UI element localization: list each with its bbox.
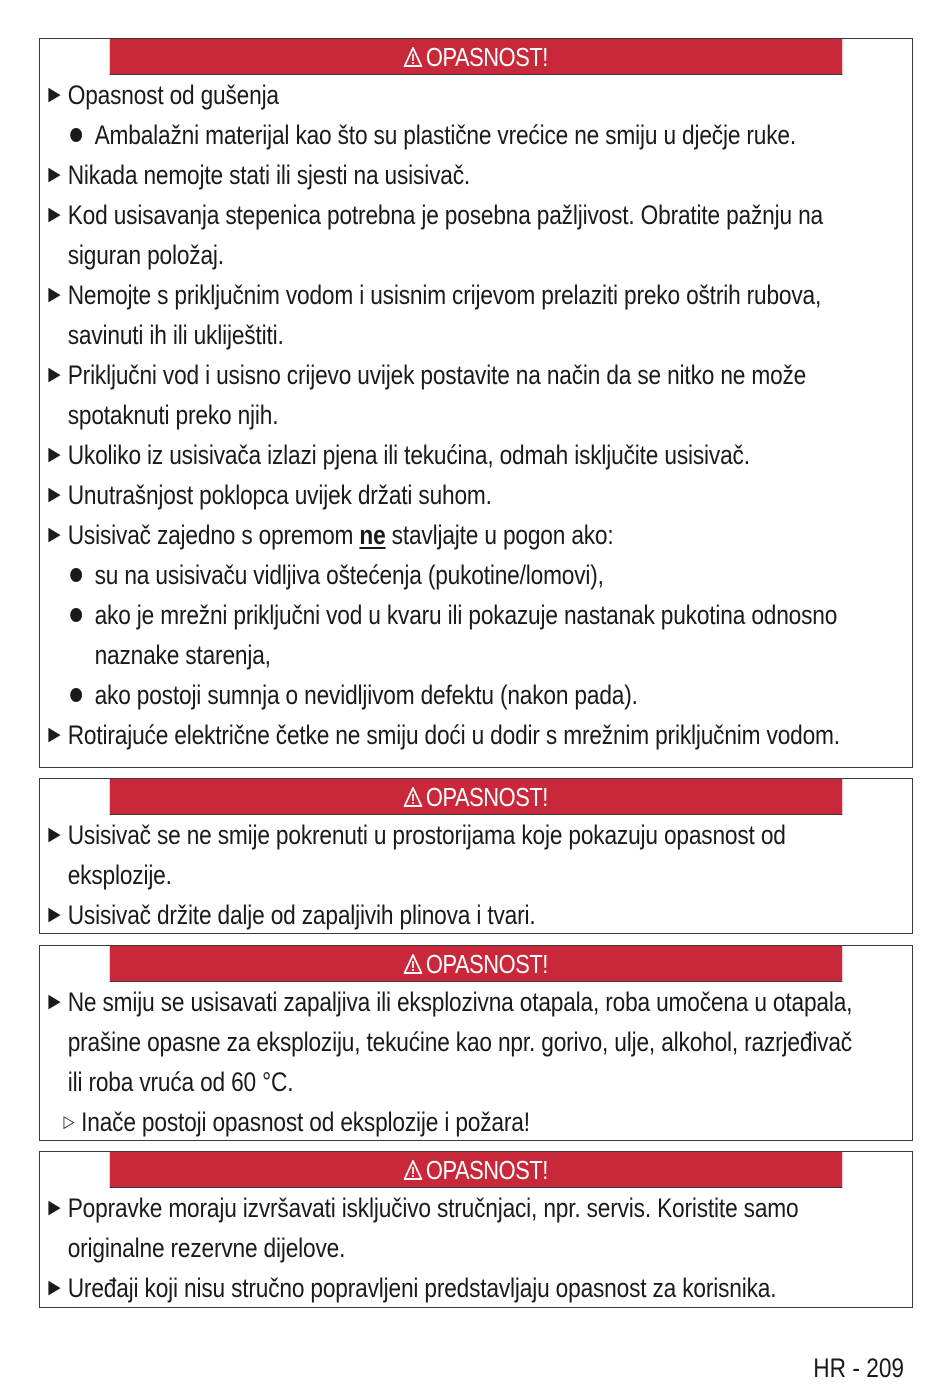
warning-triangle-icon (404, 1160, 422, 1180)
sub-list-item: ako je mrežni priključni vod u kvaru ili pokazuje nastanak pukotina odnosno (40, 595, 772, 635)
warning-triangle-icon (404, 787, 422, 807)
dot-bullet-icon (70, 608, 82, 622)
triangle-bullet-icon: ▶ (48, 904, 61, 925)
dot-bullet-icon (70, 568, 82, 582)
list-item: ▶ Unutrašnjost poklopca uvijek držati suhom. (40, 475, 772, 515)
result-item: ▷ Inače postoji opasnost od eksplozije i požara! (40, 1102, 772, 1142)
list-item: ▶ Usisivač zajedno s opremom ne stavljajte u pogon ako: (40, 515, 772, 555)
list-item-continuation: prašine opasne za eksploziju, tekućine kao npr. gorivo, ulje, alkohol, razrjeđivač (67, 1027, 852, 1057)
list-item: ▶ Rotirajuće električne četke ne smiju doći u dodir s mrežnim priključnim vodom. (40, 715, 772, 755)
triangle-bullet-icon: ▶ (48, 484, 61, 505)
list-item-continuation: savinuti ih ili ukliještiti. (67, 320, 284, 350)
list-item-continuation: spotaknuti preko njih. (67, 400, 279, 430)
triangle-bullet-icon: ▶ (48, 824, 61, 845)
warning-title: OPASNOST! (425, 949, 548, 979)
list-item: ▶ Priključni vod i usisno crijevo uvijek postavite na način da se nitko ne može (40, 355, 772, 395)
list-item: ▶ Opasnost od gušenja (40, 75, 772, 115)
warning-title: OPASNOST! (425, 1155, 548, 1185)
list-item: ▶ Uređaji koji nisu stručno popravljeni predstavljaju opasnost za korisnika. (40, 1268, 772, 1308)
dot-bullet-icon (70, 128, 82, 142)
triangle-bullet-icon: ▶ (48, 1277, 61, 1298)
warning-header (110, 946, 842, 982)
triangle-bullet-icon: ▶ (48, 524, 61, 545)
sub-list-item: Ambalažni materijal kao što su plastične vrećice ne smiju u dječje ruke. (40, 115, 772, 155)
list-item: ▶ Nemojte s priključnim vodom i usisnim crijevom prelaziti preko oštrih rubova, (40, 275, 772, 315)
warning-box-4 (39, 1151, 913, 1308)
dot-bullet-icon (70, 688, 82, 702)
warning-title: OPASNOST! (425, 42, 548, 72)
list-item-continuation: ili roba vruća od 60 °C. (67, 1067, 294, 1097)
triangle-bullet-icon: ▶ (48, 444, 61, 465)
triangle-bullet-icon: ▶ (48, 1197, 61, 1218)
triangle-bullet-icon: ▶ (48, 204, 61, 225)
triangle-bullet-icon: ▶ (48, 991, 61, 1012)
list-item: ▶ Kod usisavanja stepenica potrebna je posebna pažljivost. Obratite pažnju na (40, 195, 772, 235)
warning-triangle-icon (404, 954, 422, 974)
list-item: ▶ Ne smiju se usisavati zapaljiva ili eksplozivna otapala, roba umočena u otapala, (40, 982, 772, 1022)
page-number: HR - 209 (813, 1353, 904, 1383)
triangle-bullet-icon: ▶ (48, 724, 61, 745)
list-item: ▶ Usisivač držite dalje od zapaljivih plinova i tvari. (40, 895, 772, 935)
list-item: ▶ Popravke moraju izvršavati isključivo stručnjaci, npr. servis. Koristite samo (40, 1188, 772, 1228)
triangle-bullet-icon: ▶ (48, 164, 61, 185)
warning-header (110, 1152, 842, 1188)
sub-list-item: ako postoji sumnja o nevidljivom defektu (nakon pada). (40, 675, 772, 715)
warning-header (110, 39, 842, 75)
triangle-bullet-icon: ▶ (48, 84, 61, 105)
list-item-continuation: originalne rezervne dijelove. (67, 1233, 346, 1263)
list-item-continuation: eksplozije. (67, 860, 172, 890)
warning-title: OPASNOST! (425, 782, 548, 812)
emphasis-ne: ne (359, 520, 386, 550)
triangle-bullet-icon: ▶ (48, 364, 61, 385)
list-item: ▶ Usisivač se ne smije pokrenuti u prostorijama koje pokazuju opasnost od (40, 815, 772, 855)
sub-list-item: su na usisivaču vidljiva oštećenja (pukotine/lomovi), (40, 555, 772, 595)
warning-box-1 (39, 38, 913, 768)
triangle-bullet-icon: ▶ (48, 284, 61, 305)
sub-list-item-continuation: naznake starenja, (94, 640, 271, 670)
warning-triangle-icon (404, 47, 422, 67)
list-item: ▶ Ukoliko iz usisivača izlazi pjena ili tekućina, odmah isključite usisivač. (40, 435, 772, 475)
warning-box-3 (39, 945, 913, 1141)
warning-header (110, 779, 842, 815)
warning-box-2 (39, 778, 913, 934)
list-item: ▶ Nikada nemojte stati ili sjesti na usisivač. (40, 155, 772, 195)
list-item-continuation: siguran položaj. (67, 240, 224, 270)
outline-triangle-icon: ▷ (63, 1112, 75, 1131)
